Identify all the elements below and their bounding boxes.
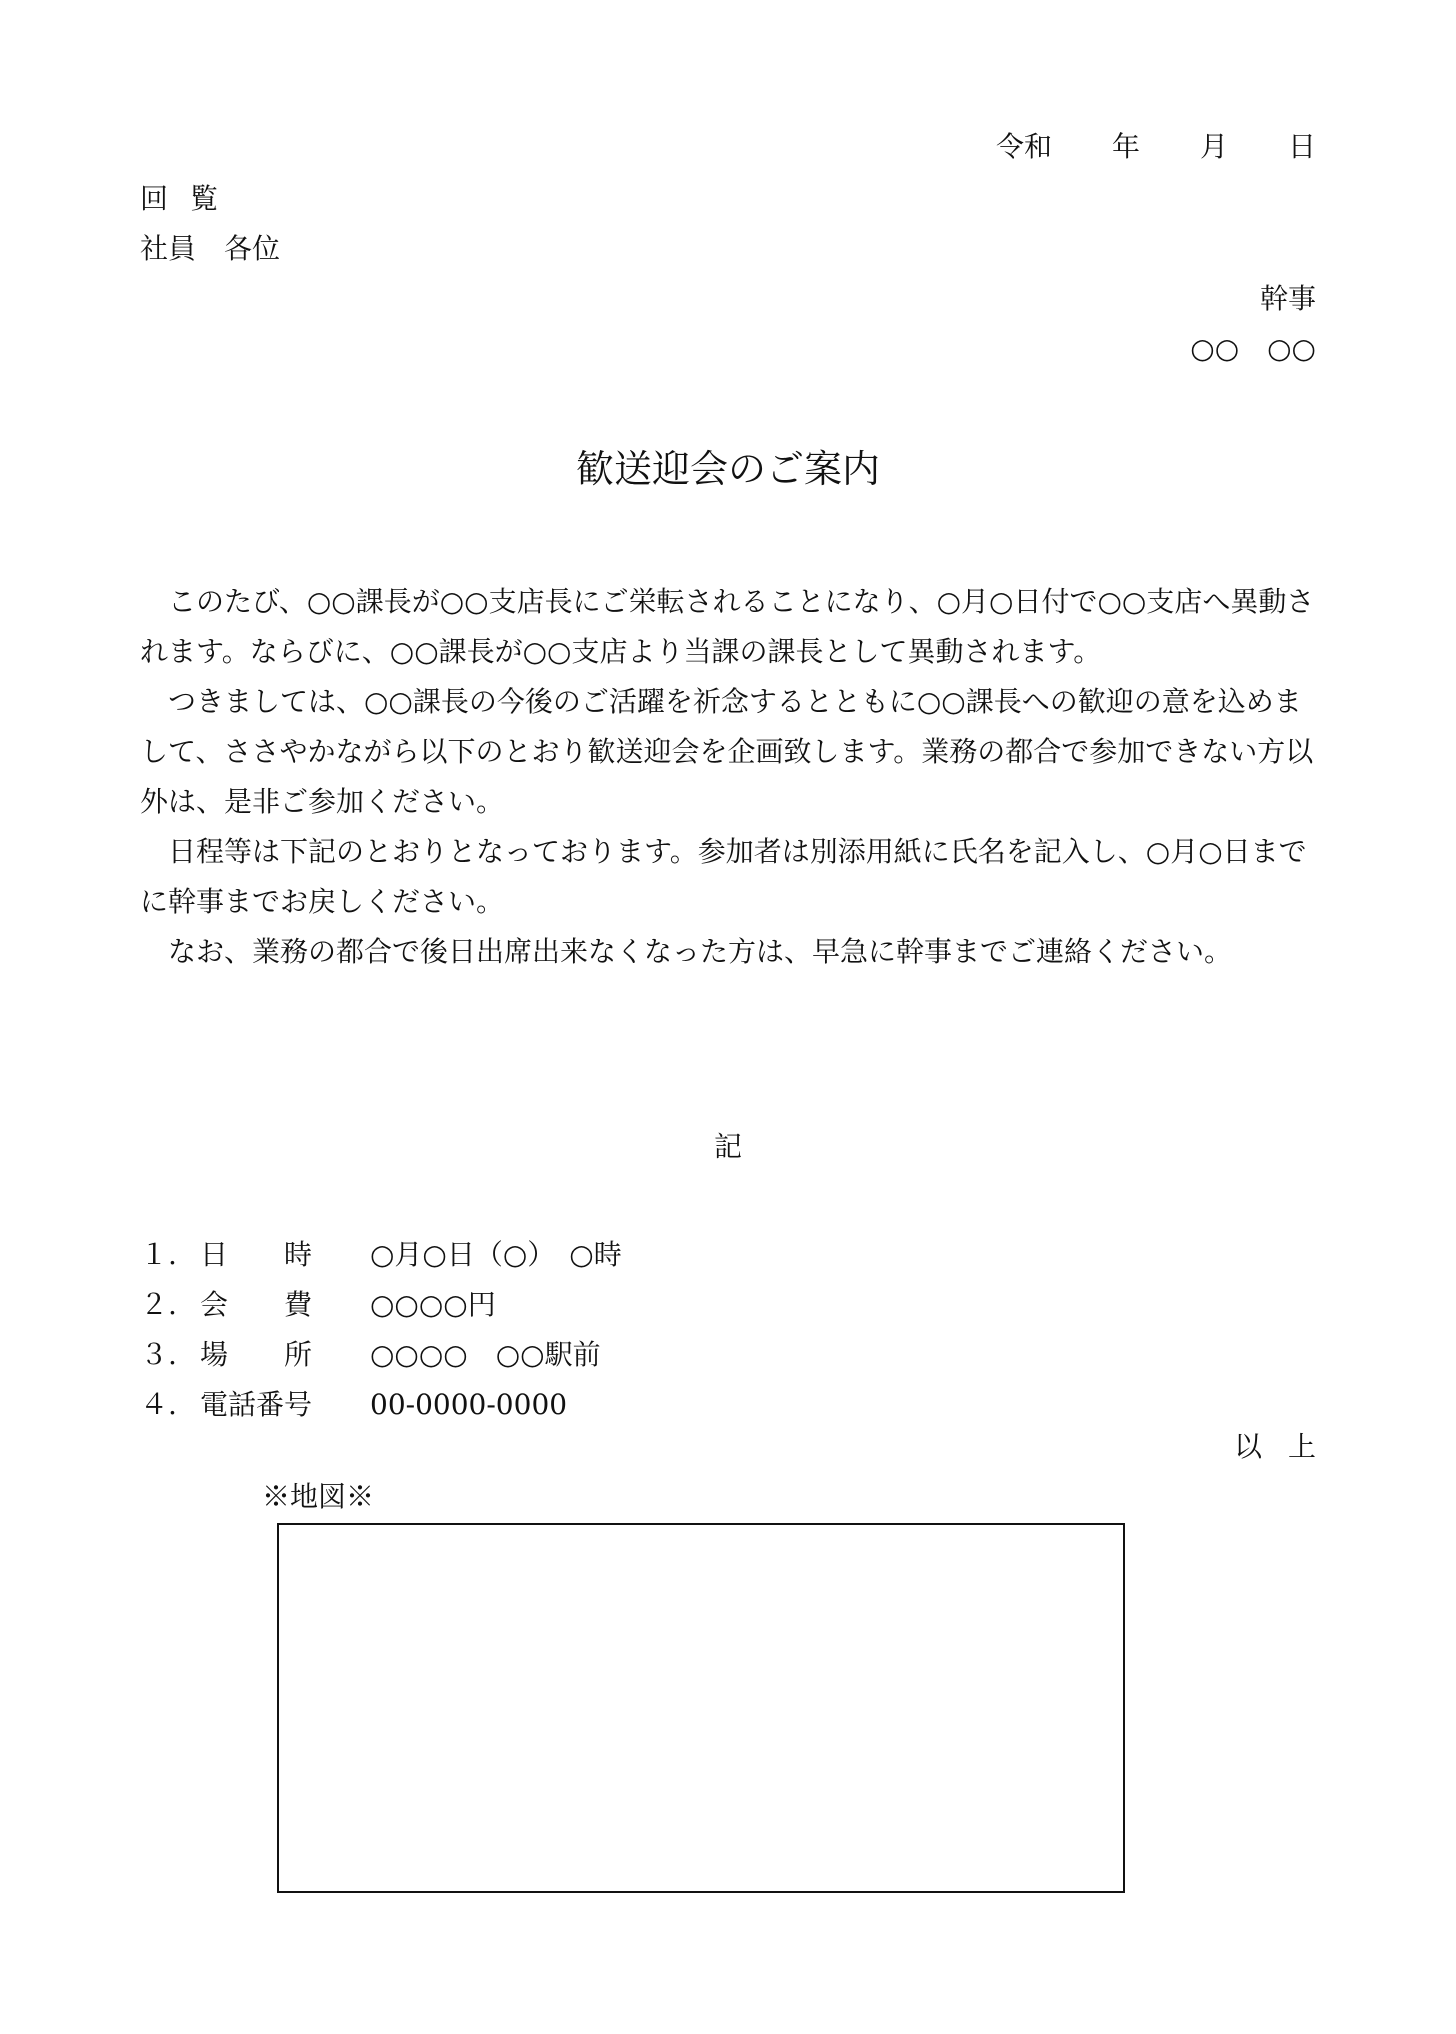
date-year: 年 xyxy=(1111,130,1140,163)
closing-remark: 以上 xyxy=(1233,1430,1342,1463)
item-label: 場 所 xyxy=(200,1338,313,1371)
map-placeholder-box xyxy=(277,1523,1125,1893)
organizer-role: 幹事 xyxy=(1259,282,1316,315)
item-number: ３. xyxy=(140,1338,177,1371)
body-text xyxy=(140,577,1316,977)
detail-item-phone xyxy=(140,1380,622,1430)
item-label: 会 費 xyxy=(200,1288,313,1321)
date-day: 日 xyxy=(1287,130,1316,163)
date-era: 令和 xyxy=(995,130,1052,163)
item-number: ２. xyxy=(140,1288,177,1321)
detail-item-fee xyxy=(140,1280,622,1330)
body-paragraph: つきましては、○○課長の今後のご活躍を祈念するとともに○○課長への歓迎の意を込めまして、ささやかながら以下のとおり歓送迎会を企画致します。業務の都合で参加できない方以外は、是非ご参加ください。 xyxy=(140,685,1314,818)
item-value: ○○○○円 xyxy=(370,1288,496,1321)
details-list xyxy=(140,1230,622,1430)
document-title: 歓送迎会のご案内 xyxy=(575,447,880,491)
circulation-label: 回覧 xyxy=(140,182,241,215)
item-value: ○○○○ ○○駅前 xyxy=(370,1338,601,1371)
date-month: 月 xyxy=(1199,130,1228,163)
item-value: ○月○日（○） ○時 xyxy=(370,1238,622,1271)
item-number: １. xyxy=(140,1238,177,1271)
item-label: 日 時 xyxy=(200,1238,313,1271)
item-value: 00-0000-0000 xyxy=(370,1388,568,1421)
body-paragraph: 日程等は下記のとおりとなっております。参加者は別添用紙に氏名を記入し、○月○日までに幹事までお戻しください。 xyxy=(140,835,1307,918)
ki-heading: 記 xyxy=(713,1130,742,1163)
body-paragraph: なお、業務の都合で後日出席出来なくなった方は、早急に幹事までご連絡ください。 xyxy=(168,935,1233,968)
date-line xyxy=(995,130,1316,163)
body-paragraph: このたび、○○課長が○○支店長にご栄転されることになり、○月○日付で○○支店へ異動されます。ならびに、○○課長が○○支店より当課の課長として異動されます。 xyxy=(140,585,1315,668)
detail-item-place xyxy=(140,1330,622,1380)
organizer-name: ○○ ○○ xyxy=(1190,332,1316,365)
map-label: ※地図※ xyxy=(262,1480,375,1513)
detail-item-datetime xyxy=(140,1230,622,1280)
item-label: 電話番号 xyxy=(200,1388,313,1421)
recipients: 社員 各位 xyxy=(140,232,281,265)
item-number: ４. xyxy=(140,1388,177,1421)
